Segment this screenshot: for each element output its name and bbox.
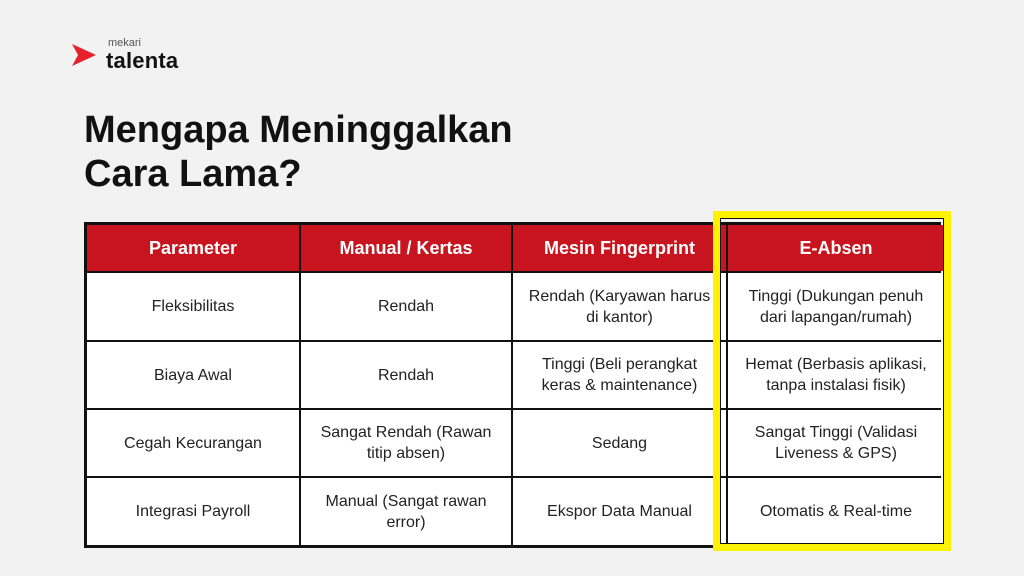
- header-fingerprint: Mesin Fingerprint: [513, 225, 726, 271]
- table-cell: Fleksibilitas: [87, 273, 299, 340]
- table-cell: Sangat Tinggi (Validasi Liveness & GPS): [728, 410, 944, 476]
- table-cell: Rendah: [301, 273, 511, 340]
- table-cell: Sangat Rendah (Rawan titip absen): [301, 410, 511, 476]
- header-parameter: Parameter: [87, 225, 299, 271]
- table-cell: Rendah (Karyawan harus di kantor): [513, 273, 726, 340]
- comparison-table: [84, 222, 941, 548]
- header-manual: Manual / Kertas: [301, 225, 511, 271]
- table-cell: Biaya Awal: [87, 342, 299, 408]
- table-cell: Manual (Sangat rawan error): [301, 478, 511, 545]
- header-e-absen: E-Absen: [728, 225, 944, 271]
- table-cell: Rendah: [301, 342, 511, 408]
- table-cell: Otomatis & Real-time: [728, 478, 944, 545]
- mekari-arrow-icon: [70, 41, 100, 69]
- title-line-1: Mengapa Meninggalkan: [84, 109, 513, 151]
- brand-name: talenta: [106, 48, 179, 73]
- table-cell: Tinggi (Dukungan penuh dari lapangan/rumah): [728, 273, 944, 340]
- table-cell: Hemat (Berbasis aplikasi, tanpa instalasi fisik): [728, 342, 944, 408]
- table-cell: Integrasi Payroll: [87, 478, 299, 545]
- title-line-2: Cara Lama?: [84, 153, 302, 195]
- table-cell: Cegah Kecurangan: [87, 410, 299, 476]
- page-title: [84, 108, 684, 196]
- table-cell: Ekspor Data Manual: [513, 478, 726, 545]
- brand-logo: [70, 38, 178, 72]
- table-cell: Sedang: [513, 410, 726, 476]
- table-cell: Tinggi (Beli perangkat keras & maintenance): [513, 342, 726, 408]
- brand-parent: mekari: [108, 37, 142, 49]
